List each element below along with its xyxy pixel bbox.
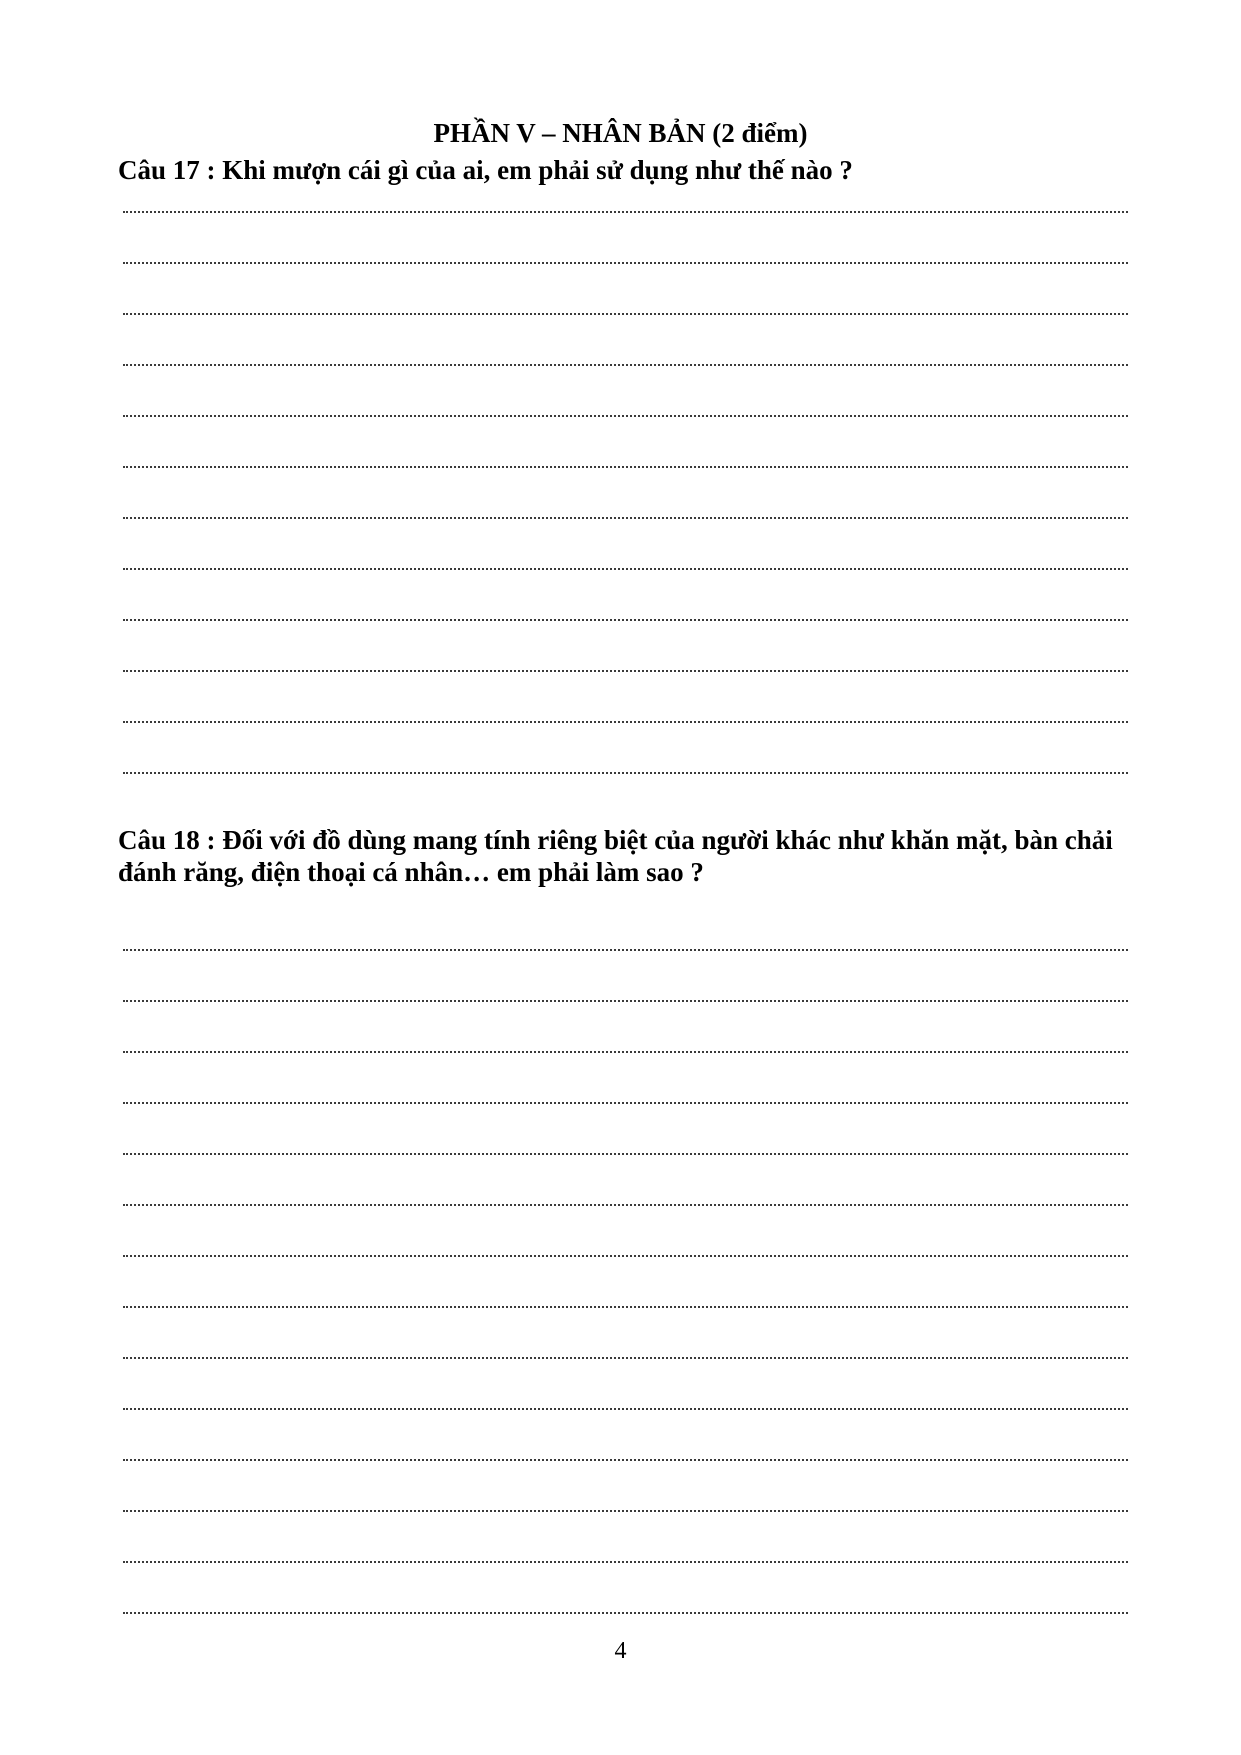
answer-line[interactable] [123, 1104, 1128, 1155]
answer-line[interactable] [123, 951, 1128, 1002]
answer-line[interactable] [123, 1308, 1128, 1359]
answer-area-17[interactable] [123, 162, 1128, 774]
answer-line[interactable] [123, 213, 1128, 264]
answer-line[interactable] [123, 723, 1128, 774]
answer-line[interactable] [123, 162, 1128, 213]
answer-area-18[interactable] [123, 900, 1128, 1614]
answer-line[interactable] [123, 264, 1128, 315]
answer-line[interactable] [123, 900, 1128, 951]
answer-line[interactable] [123, 417, 1128, 468]
answer-line[interactable] [123, 366, 1128, 417]
answer-line[interactable] [123, 1053, 1128, 1104]
answer-line[interactable] [123, 1002, 1128, 1053]
answer-line[interactable] [123, 1206, 1128, 1257]
section-title: PHẦN V – NHÂN BẢN (2 điểm) [433, 118, 808, 148]
answer-line[interactable] [123, 1410, 1128, 1461]
page-number: 4 [614, 1638, 627, 1664]
answer-line[interactable] [123, 621, 1128, 672]
answer-line[interactable] [123, 570, 1128, 621]
answer-line[interactable] [123, 1257, 1128, 1308]
answer-line[interactable] [123, 1155, 1128, 1206]
question-18: Câu 18 : Đối với đồ dùng mang tính riêng biệt của người khác như khăn mặt, bàn chải đánh răng, điện thoại cá nhân… em phải làm sao ? [118, 825, 1113, 887]
question-17: Câu 17 : Khi mượn cái gì của ai, em phải sử dụng như thế nào ? [118, 155, 853, 185]
answer-line[interactable] [123, 315, 1128, 366]
answer-line[interactable] [123, 519, 1128, 570]
answer-line[interactable] [123, 1512, 1128, 1563]
answer-line[interactable] [123, 468, 1128, 519]
answer-line[interactable] [123, 672, 1128, 723]
answer-line[interactable] [123, 1563, 1128, 1614]
answer-line[interactable] [123, 1461, 1128, 1512]
answer-line[interactable] [123, 1359, 1128, 1410]
